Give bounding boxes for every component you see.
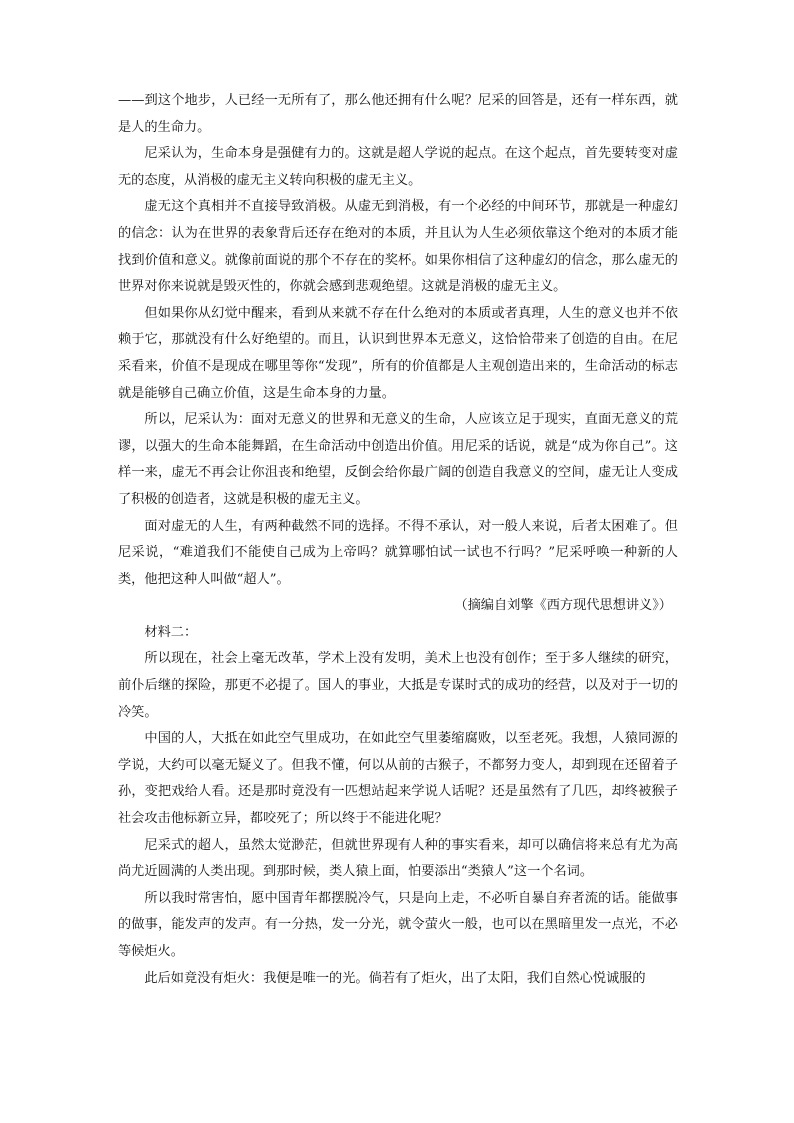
paragraph: ——到这个地步，人已经一无所有了，那么他还拥有什么呢？尼采的回答是，还有一样东西，就是人的生命力。 xyxy=(118,93,678,135)
paragraph: 但如果你从幻觉中醒来，看到从来就不存在什么绝对的本质或者真理，人生的意义也并不依赖于它，那就没有什么好绝望的。而且，认识到世界本无意义，这恰恰带来了创造的自由。在尼采看来，价值不是现成在哪里等你“发现”，所有的价值都是人主观创造出来的，生命活动的标志就是能够自己确立价值，这是生命本身的力量。 xyxy=(118,305,678,401)
paragraph: 尼采认为，生命本身是强健有力的。这就是超人学说的起点。在这个起点，首先要转变对虚无的态度，从消极的虚无主义转向积极的虚无主义。 xyxy=(118,146,678,188)
paragraph: 虚无这个真相并不直接导致消极。从虚无到消极，有一个必经的中间环节，那就是一种虚幻的信念：认为在世界的表象背后还存在绝对的本质，并且认为人生必须依靠这个绝对的本质才能找到价值和意义。就像前面说的那个不存在的奖杯。如果你相信了这种虚幻的信念，那么虚无的世界对你来说就是毁灭性的，你就会感到悲观绝望。这就是消极的虚无主义。 xyxy=(118,199,678,295)
material-label: 材料二： xyxy=(144,624,198,640)
paragraph: 所以现在，社会上毫无改革，学术上没有发明，美术上也没有创作；至于多人继续的研究，前仆后继的探险，那更不必提了。国人的事业，大抵是专谋时式的成功的经营，以及对于一切的冷笑。 xyxy=(118,651,678,720)
paragraph: 此后如竟没有炬火：我便是唯一的光。倘若有了炬火，出了太阳，我们自然心悦诚服的 xyxy=(144,970,646,986)
paragraph: 所以我时常害怕，愿中国青年都摆脱冷气，只是向上走，不必听自暴自弃者流的话。能做事的做事，能发声的发声。有一分热，发一分光，就令萤火一般，也可以在黑暗里发一点光，不必等候炬火。 xyxy=(118,890,678,959)
document-page xyxy=(118,88,678,992)
paragraph: 尼采式的超人，虽然太觉渺茫，但就世界现有人种的事实看来，却可以确信将来总有尤为高尚尤近圆满的人类出现。到那时候，类人猿上面，怕要添出“类猿人”这一个名词。 xyxy=(118,837,678,880)
paragraph: 中国的人，大抵在如此空气里成功，在如此空气里萎缩腐败，以至老死。我想，人猿同源的学说，大约可以毫无疑义了。但我不懂，何以从前的古猴子，不都努力变人，却到现在还留着子孙，变把戏给人看。还是那时竟没有一匹想站起来学说人话呢？还是虽然有了几匹，却终被猴子社会攻击他标新立异，都咬死了；所以终于不能进化呢？ xyxy=(118,731,678,827)
paragraph: 面对虚无的人生，有两种截然不同的选择。不得不承认，对一般人来说，后者太困难了。但尼采说，“难道我们不能使自己成为上帝吗？就算哪怕试一试也不行吗？”尼采呼唤一种新的人类，他把这种人叫做“超人”。 xyxy=(118,518,678,587)
paragraph: 所以，尼采认为：面对无意义的世界和无意义的生命，人应该立足于现实，直面无意义的荒谬，以强大的生命本能舞蹈，在生命活动中创造出价值。用尼采的话说，就是“成为你自己”。这样一来，虚无不再会让你沮丧和绝望，反倒会给你最广阔的创造自我意义的空间，虚无让人变成了积极的创造者，这就是积极的虚无主义。 xyxy=(118,412,678,507)
source-citation: （摘编自刘擎《西方现代思想讲义》） xyxy=(454,598,672,614)
